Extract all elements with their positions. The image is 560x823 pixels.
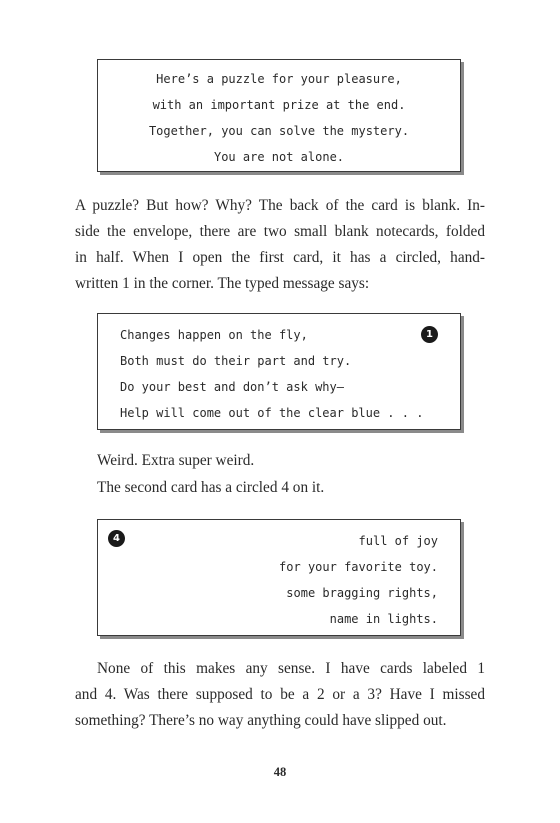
text-line: written 1 in the corner. The typed message says:	[75, 275, 370, 292]
card-line: Changes happen on the fly,	[120, 328, 308, 342]
text-line: None of this makes any sense. I have cards labeled 1	[97, 660, 485, 677]
card-line: for your favorite toy.	[279, 560, 438, 574]
text-line: A puzzle? But how? Why? The back of the card is blank. In-	[75, 197, 485, 214]
card-line: Help will come out of the clear blue . . .	[120, 406, 424, 420]
text-line: in half. When I open the first card, it has a circled, hand-	[75, 249, 485, 266]
text-line-second-card: The second card has a circled 4 on it.	[97, 479, 325, 496]
text-line: something? There’s no way anything could have slipped out.	[75, 712, 447, 729]
paragraph-closing	[75, 656, 485, 734]
card-line: full of joy	[358, 534, 438, 548]
text-line: side the envelope, there are two small blank notecards, folded	[75, 223, 485, 240]
typed-card-1	[97, 313, 461, 430]
card-line: Both must do their part and try.	[120, 354, 352, 368]
card-line: You are not alone.	[213, 150, 345, 164]
card-line: some bragging rights,	[286, 586, 438, 600]
circled-number-badge: 1	[421, 326, 438, 343]
typed-card-4	[97, 519, 461, 636]
circled-number-badge: 4	[108, 530, 125, 547]
card-line: Do your best and don’t ask why—	[120, 380, 344, 394]
card-line: Here’s a puzzle for your pleasure,	[156, 72, 402, 86]
card-line: Together, you can solve the mystery.	[148, 124, 410, 138]
card-line: with an important prize at the end.	[152, 98, 406, 112]
typed-card-intro	[97, 59, 461, 172]
text-line-weird: Weird. Extra super weird.	[97, 452, 255, 469]
page-number: 48	[273, 765, 287, 779]
card-line: name in lights.	[329, 612, 438, 626]
text-line: and 4. Was there supposed to be a 2 or a 3? Have I missed	[75, 686, 485, 703]
paragraph-intro	[75, 193, 485, 297]
